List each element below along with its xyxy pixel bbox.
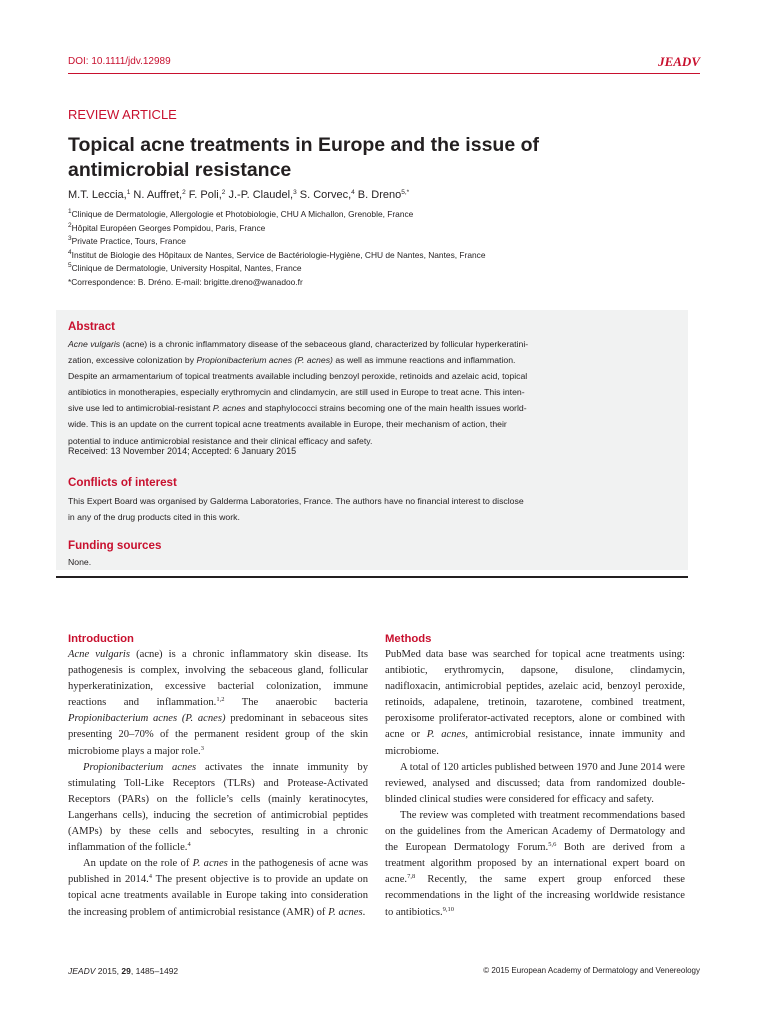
- conflicts-heading: Conflicts of interest: [68, 476, 177, 489]
- author-affiliation-mark: 1: [126, 189, 131, 196]
- affiliation-list: [68, 208, 700, 290]
- body-paragraph: The review was completed with treatment recommendations based on the guidelines from the American Academy of Dermatology and the European Dermatology Forum.$^{5,6}$ Both are derived from a treatment algorithm proposed by an international expert board on acne.$^{7,8}$ Recently, the same expert group enforced these recommendations in the light of the increasing worldwide resistance to antibiotics.$^{9,10}$: [385, 809, 685, 918]
- affiliation-text: Clinique de Dermatologie, University Hospital, Nantes, France: [71, 263, 302, 274]
- affiliation-number: 3: [68, 235, 72, 243]
- abstract-line: Acne vulgaris (acne) is a chronic inflammatory disease of the sebaceous gland, characterized by follicular hyperkeratini-: [68, 339, 529, 349]
- article-type: REVIEW ARTICLE: [68, 107, 177, 122]
- funding-heading: Funding sources: [68, 539, 162, 552]
- doi[interactable]: DOI: 10.1111/jdv.12989: [68, 56, 171, 67]
- body-paragraph: PubMed data base was searched for topical acne treatments using: antibiotic, erythromycin, dapsone, disulone, clindamycin, nadifloxacin, antimicrobial peptides, azelaic acid, benzoyl peroxide, retinoids, adapalene, tretinoin, tazarotene, combined treatment, peroxisome proliferator-activated receptors, alone or combined with acne or P. acnes, antimicrobial resistance, innate immunity and microbiome.: [385, 649, 685, 757]
- author-name: N. Auffret,: [130, 189, 183, 201]
- conflicts-line: This Expert Board was organised by Galderma Laboratories, France. The authors have no financial interest to disclose: [68, 496, 524, 506]
- footer-copyright: © 2015 European Academy of Dermatology and Venereology: [483, 966, 700, 975]
- abstract-line: Despite an armamentarium of topical treatments available including benzoyl peroxide, retinoids and azelaic acid, topical: [68, 371, 528, 382]
- abstract-line: wide. This is an update on the current topical acne treatments available in Europe, their mechanism of action, their: [68, 419, 507, 430]
- affiliation-item: [68, 208, 700, 222]
- author-name: B. Dreno: [354, 189, 402, 201]
- article-title: Topical acne treatments in Europe and the issue of antimicrobial resistance: [68, 134, 539, 181]
- body-paragraph: Acne vulgaris (acne) is a chronic inflammatory skin disease. Its pathogenesis is complex, involving the sebaceous gland, follicular hyperkeratinization, excessive bacterial colonization, immune reactions and inflammation.$^{1,2}$ The anaerobic bacteria Propionibacterium acnes (P. acnes) predominant in sebaceous sites presenting 20–70% of the permanent resident group of the skin microbiome plays a major role.$^3$: [68, 649, 369, 757]
- affiliation-item: [68, 249, 700, 263]
- affiliation-number: 2: [68, 221, 72, 229]
- affiliation-item: [68, 262, 700, 276]
- author-name: S. Corvec,: [296, 189, 352, 201]
- methods-body: [385, 647, 685, 921]
- funding-text: None.: [68, 557, 92, 567]
- journal-name: JEADV: [658, 54, 700, 69]
- abstract-text: [68, 336, 685, 449]
- introduction-heading: Introduction: [68, 633, 134, 645]
- footer-journal: JEADV: [68, 966, 96, 976]
- affiliation-number: 5: [68, 262, 72, 270]
- footer-pages: , 1485–1492: [130, 966, 179, 976]
- abstract-line: potential to induce antimicrobial resistance and their clinical efficacy and safety.: [68, 435, 373, 446]
- methods-heading: Methods: [385, 633, 432, 645]
- body-paragraph: Propionibacterium acnes activates the innate immunity by stimulating Toll-Like Receptors (TLRs) and Protease-Activated Receptors (PARs) on the follicle’s cells (mainly keratinocytes, Langerhans cells), inducing the secretion of antimicrobial peptides (AMPs) by these cells and sebocytes, resulting in a chronic inflammation of the follicle.$^4$: [68, 761, 369, 854]
- affiliation-number: 4: [68, 248, 72, 256]
- correspondence[interactable]: [68, 276, 700, 290]
- author-affiliation-mark: 3: [293, 189, 297, 196]
- author-name: F. Poli,: [185, 189, 222, 201]
- body-paragraph: A total of 120 articles published between 1970 and June 2014 were reviewed, analysed and discussed; data from randomized double-blinded clinical studies were considered for efficacy and safety.: [385, 761, 685, 805]
- footer-volume: 29: [121, 966, 131, 976]
- affiliation-item: [68, 222, 700, 236]
- footer-citation: [68, 966, 178, 976]
- introduction-section: [68, 632, 368, 921]
- conflicts-text: [68, 493, 686, 525]
- affiliation-text: Clinique de Dermatologie, Allergologie et Photobiologie, CHU A Michallon, Grenoble, France: [71, 209, 414, 219]
- section-rule: [56, 576, 688, 578]
- footer-year: 2015,: [95, 966, 122, 976]
- affiliation-item: [68, 235, 700, 249]
- author-list: [68, 189, 409, 201]
- methods-section: [385, 632, 685, 921]
- author-name: J.-P. Claudel,: [225, 189, 294, 201]
- author-affiliation-mark: 4: [351, 189, 355, 196]
- body-paragraph: An update on the role of P. acnes in the pathogenesis of acne was published in 2014.$^4$ The present objective is to provide an update on topical acne treatments available in Europe taking into consideration the increasing problem of antimicrobial resistance (AMR) of P. acnes.: [68, 858, 368, 918]
- introduction-body: [68, 647, 368, 921]
- affiliation-text: Private Practice, Tours, France: [71, 236, 186, 247]
- abstract-heading: Abstract: [68, 320, 116, 333]
- abstract-line: zation, excessive colonization by Propionibacterium acnes (P. acnes) as well as immune reactions and inflammation.: [68, 355, 516, 366]
- author-affiliation-mark: 2: [221, 189, 226, 196]
- received-dates: Received: 13 November 2014; Accepted: 6 January 2015: [68, 446, 297, 456]
- author-name: M.T. Leccia,: [68, 189, 127, 201]
- header-rule: [68, 73, 700, 74]
- affiliation-text: *Correspondence: B. Dréno. E-mail: brigitte.dreno@wanadoo.fr: [68, 276, 303, 287]
- abstract-line: antibiotics in monotherapies, especially erythromycin and clindamycin, are still used in Europe to treat acne. This inten-: [68, 387, 525, 398]
- affiliation-text: Institut de Biologie des Hôpitaux de Nantes, Service de Bactériologie-Hygiène, CHU de Nantes, Nantes, France: [71, 249, 486, 260]
- author-affiliation-mark: 5,*: [401, 189, 410, 196]
- affiliation-text: Hôpital Européen Georges Pompidou, Paris, France: [71, 222, 266, 233]
- conflicts-line: in any of the drug products cited in this work.: [68, 512, 240, 523]
- abstract-line: sive use led to antimicrobial-resistant P. acnes and staphylococci strains becoming one of the main health issues world-: [68, 403, 527, 414]
- affiliation-number: 1: [68, 208, 72, 215]
- author-affiliation-mark: 2: [182, 189, 186, 196]
